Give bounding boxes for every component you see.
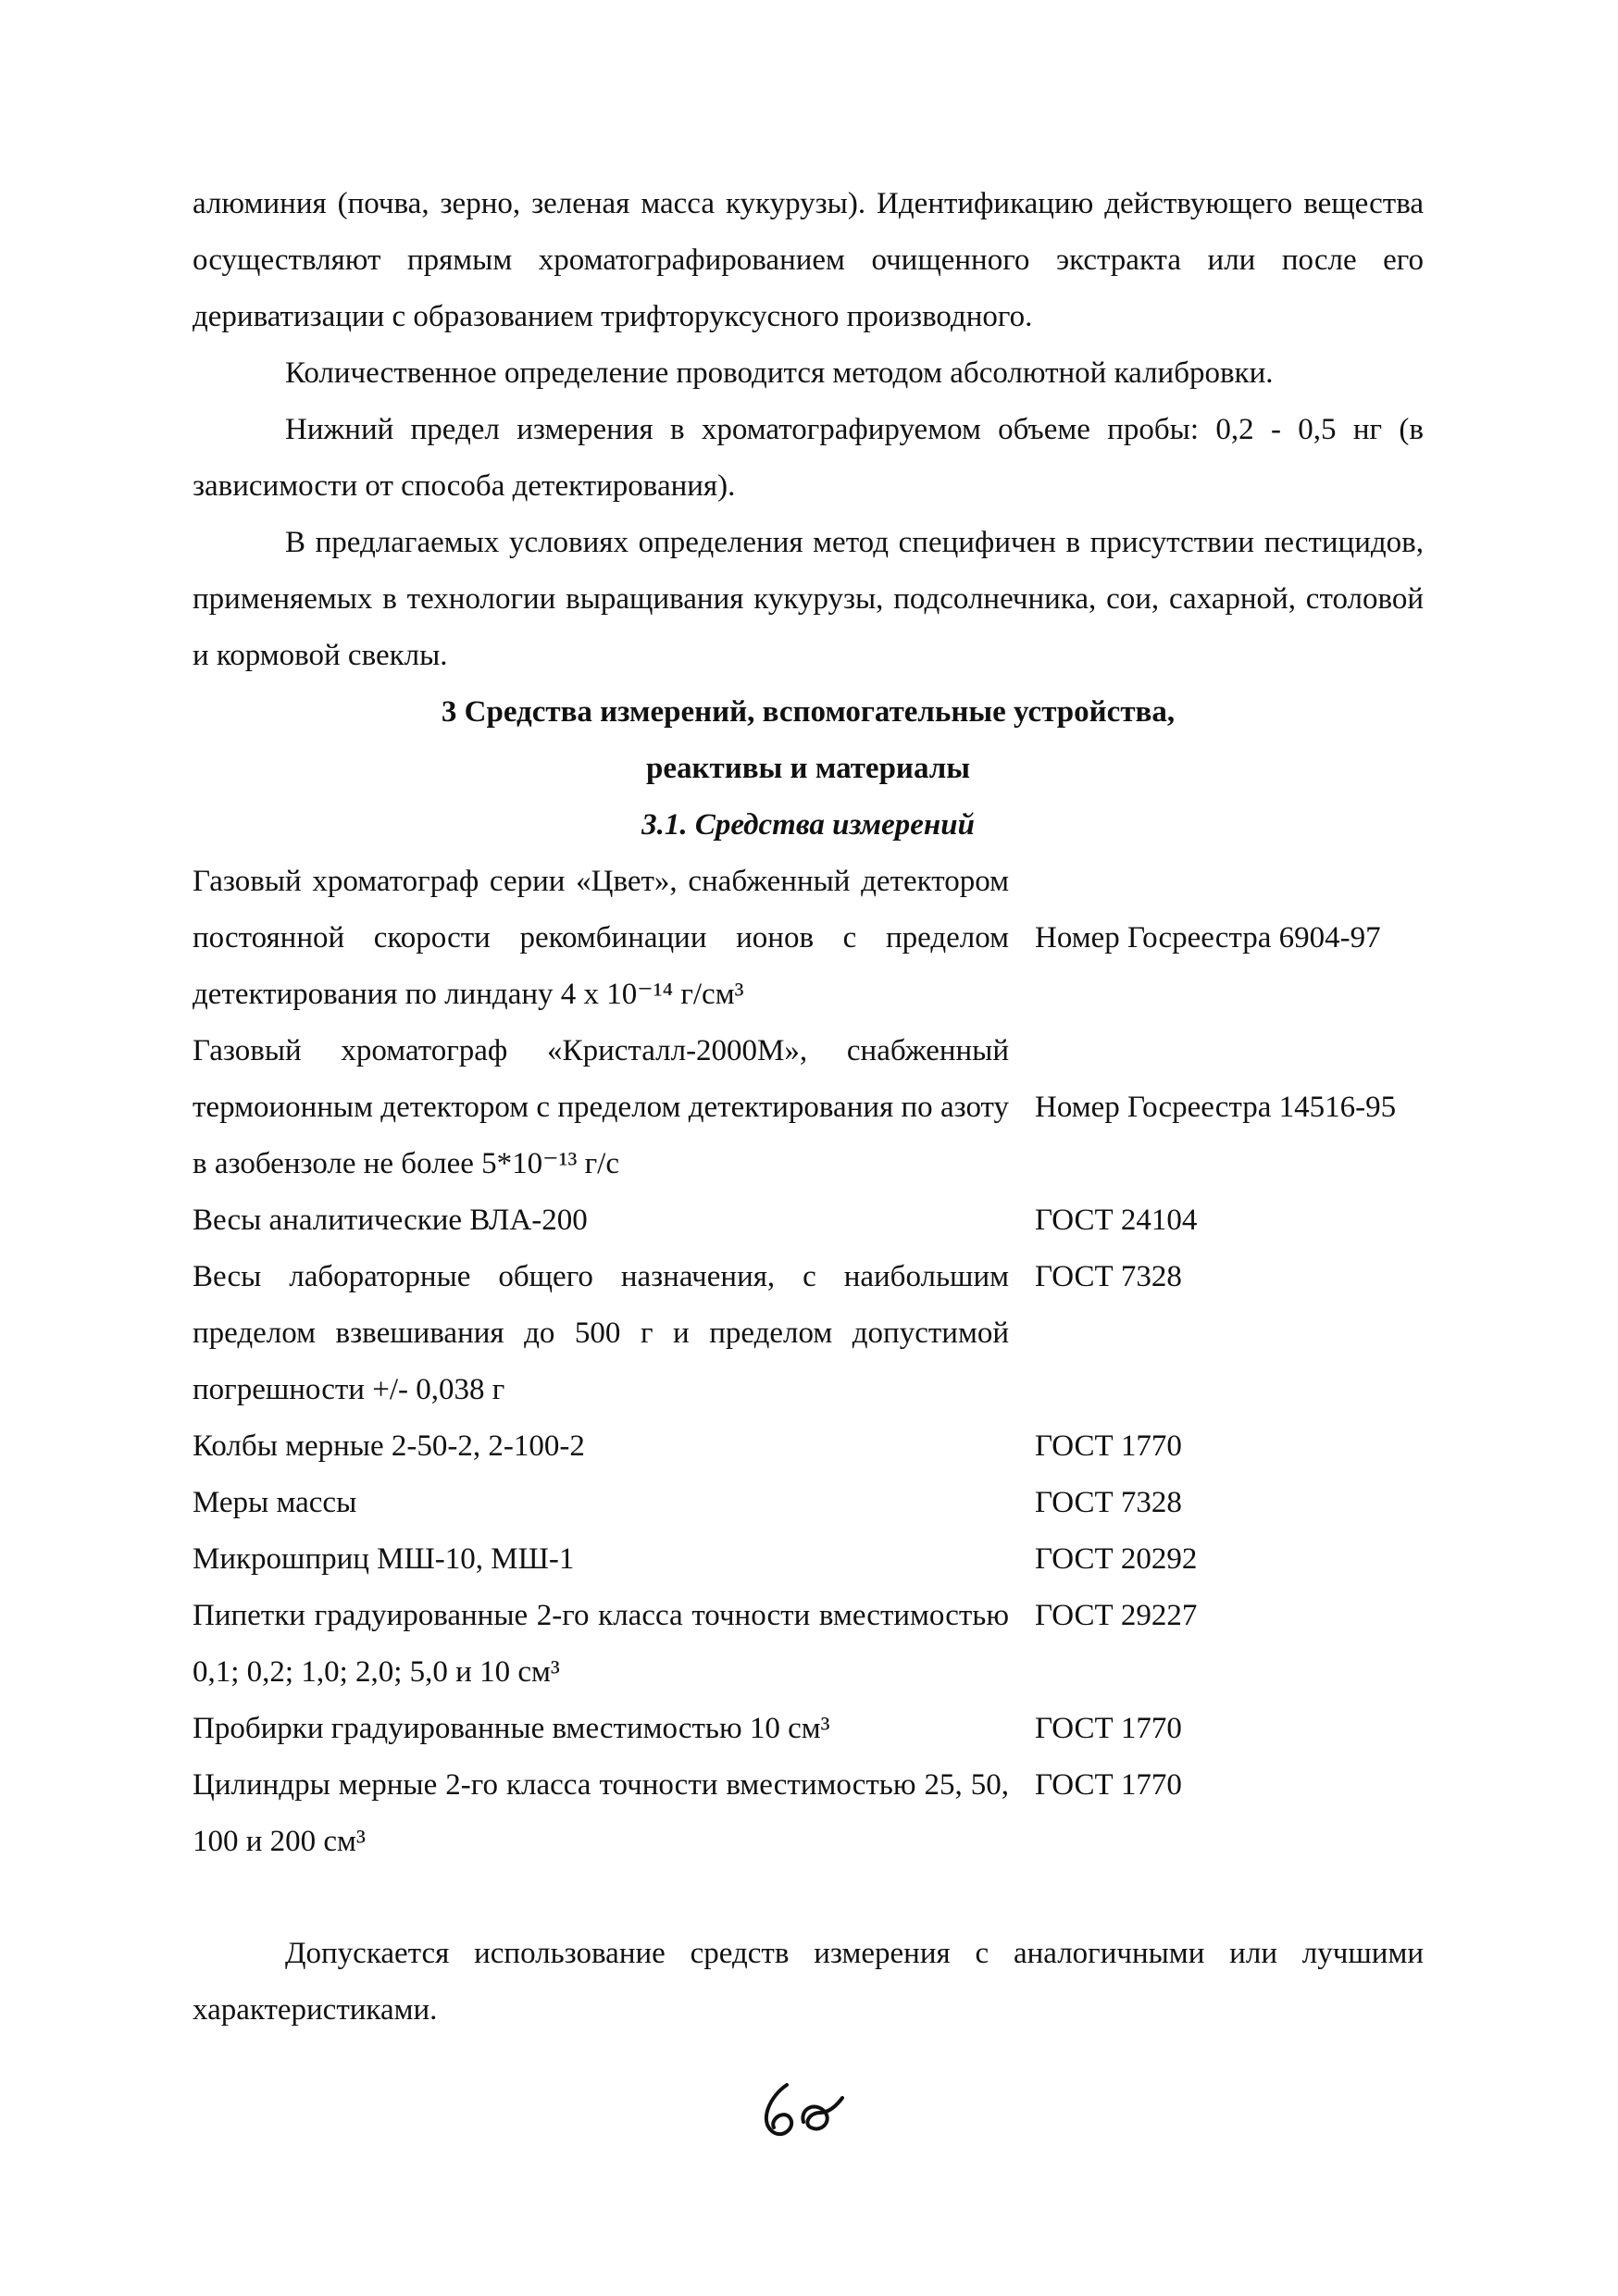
- equipment-standard: Номер Госреестра 6904-97: [1035, 921, 1381, 955]
- table-row: [193, 1418, 1424, 1475]
- equipment-standard: Номер Госреестра 14516-95: [1035, 1091, 1397, 1124]
- page-number-signature-icon: [750, 2074, 861, 2148]
- equipment-description: Весы лабораторные общего назначения, с наибольшим пределом взвешивания до 500 г и пределом допустимой погрешности +/- 0,038 г: [193, 1260, 1009, 1406]
- table-row: [193, 1192, 1424, 1249]
- intro-paragraph-4: В предлагаемых условиях определения метод специфичен в присутствии пестицидов, применяемых в технологии выращивания кукурузы, подсолнечника, сои, сахарной, столовой и кормовой свеклы.: [193, 526, 1424, 672]
- document-page: [193, 176, 1424, 2039]
- intro-paragraph-3: Нижний предел измерения в хроматографируемом объеме пробы: 0,2 - 0,5 нг (в зависимости от способа детектирования).: [193, 413, 1424, 503]
- equipment-standard: ГОСТ 1770: [1035, 1768, 1182, 1802]
- intro-paragraph-2: Количественное определение проводится методом абсолютной калибровки.: [285, 356, 1274, 390]
- equipment-description: Меры массы: [193, 1486, 357, 1519]
- table-row: [193, 1249, 1424, 1418]
- footer-note: Допускается использование средств измерения с аналогичными или лучшими характеристиками.: [193, 1937, 1424, 2027]
- section-heading-line-2: реактивы и материалы: [645, 752, 971, 785]
- equipment-description: Пробирки градуированные вместимостью 10 см³: [193, 1712, 830, 1745]
- equipment-description: Цилиндры мерные 2-го класса точности вместимостью 25, 50, 100 и 200 см³: [193, 1768, 1009, 1858]
- table-row: [193, 1757, 1424, 1870]
- equipment-standard: ГОСТ 7328: [1035, 1260, 1182, 1293]
- table-row: [193, 1701, 1424, 1757]
- equipment-standard: ГОСТ 1770: [1035, 1712, 1182, 1745]
- equipment-standard: ГОСТ 24104: [1035, 1204, 1198, 1237]
- table-row: [193, 1475, 1424, 1531]
- equipment-description: Газовый хроматограф «Кристалл-2000М», снабженный термоионным детектором с пределом детектирования по азоту в азобензоле не более 5*10⁻¹³ г/с: [193, 1034, 1009, 1180]
- subsection-heading: 3.1. Средства измерений: [641, 808, 975, 842]
- equipment-standard: ГОСТ 20292: [1035, 1542, 1198, 1576]
- table-row: [193, 854, 1424, 1023]
- equipment-description: Колбы мерные 2-50-2, 2-100-2: [193, 1429, 585, 1463]
- table-row: [193, 1588, 1424, 1701]
- equipment-standard: ГОСТ 1770: [1035, 1429, 1182, 1463]
- equipment-description: Микрошприц МШ-10, МШ-1: [193, 1542, 575, 1576]
- table-row: [193, 1023, 1424, 1192]
- equipment-description: Весы аналитические ВЛА-200: [193, 1204, 588, 1237]
- equipment-description: Пипетки градуированные 2-го класса точности вместимостью 0,1; 0,2; 1,0; 2,0; 5,0 и 10 см³: [193, 1599, 1009, 1689]
- equipment-standard: ГОСТ 7328: [1035, 1486, 1182, 1519]
- equipment-table: [193, 854, 1424, 1870]
- spacer: [193, 1870, 1424, 1926]
- section-heading-line-1: 3 Средства измерений, вспомогательные устройства,: [441, 695, 1176, 729]
- intro-paragraph-1: алюминия (почва, зерно, зеленая масса кукурузы). Идентификацию действующего вещества осуществляют прямым хроматографированием очищенного экстракта или после его дериватизации с образованием трифторуксусного производного.: [193, 187, 1424, 333]
- equipment-standard: ГОСТ 29227: [1035, 1599, 1198, 1632]
- table-row: [193, 1531, 1424, 1588]
- equipment-description: Газовый хроматограф серии «Цвет», снабженный детектором постоянной скорости рекомбинации ионов с пределом детектирования по линдану 4 x 10⁻¹⁴ г/см³: [193, 865, 1009, 1011]
- handwritten-page-number: [750, 2074, 861, 2148]
